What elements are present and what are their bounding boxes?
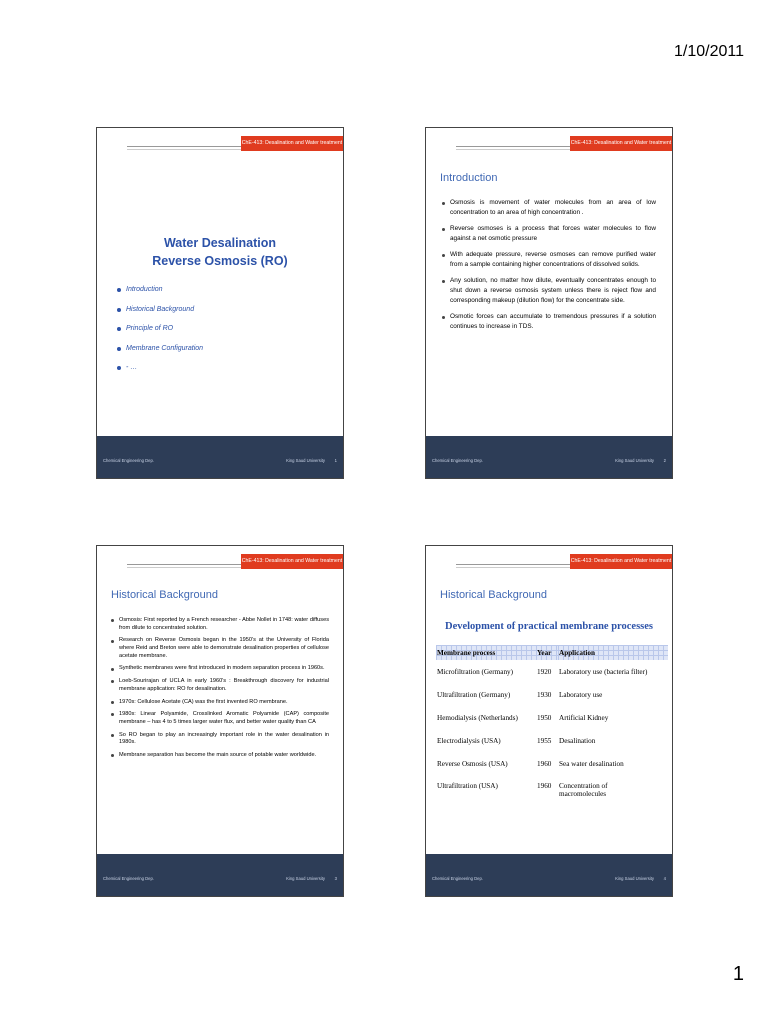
bullet-icon [442,280,445,283]
bullet-icon [111,680,114,683]
bullet-icon [117,366,121,370]
table-row [436,775,668,805]
membrane-process-table [436,645,668,805]
outline-item [117,286,203,306]
list-item-text: So RO began to play an increasingly important role in the water desalination in 1980s. [119,731,329,746]
cell-year: 1950 [537,713,552,722]
footer-univ: King Saud University [286,458,325,463]
slide-footer [426,436,672,478]
title-line-1: Water Desalination [163,236,277,250]
course-label: ChE-413: Desalination and Water treatment [570,136,672,151]
slide-title: Introduction [440,172,498,184]
outline-item-text: Historical Background [126,305,195,313]
footer-dept: Chemical Engineering Dep. [103,458,154,463]
list-item [111,678,329,693]
list-item-text: 1980s: Linear Polyamide, Crosslinked Aromatic Polyamide (CAP) composite membrane – has 4 to 5 times larger water flux, and better water quality than CA [119,711,329,725]
list-item-text: Osmosis is movement of water molecules from an area of low concentration to an area of high concentration . [450,199,656,216]
list-item [111,617,329,632]
table-row [436,683,668,706]
bullet-icon [442,316,445,319]
list-item [111,732,329,747]
column-header: Year [536,645,558,660]
bullet-icon [117,308,121,312]
bullet-icon [111,640,114,643]
cell-process: Hemodialysis (Netherlands) [437,713,518,722]
footer-univ: King Saud University [286,876,325,881]
list-item [442,312,656,332]
page-number: 1 [732,963,744,985]
slide-2 [425,127,673,479]
bullet-icon [111,754,114,757]
slide-number: 3 [334,876,337,881]
list-item [442,250,656,270]
slide-title: Historical Background [440,589,547,601]
outline-item [117,306,203,326]
outline-item-text: Introduction [126,286,163,293]
bullet-icon [442,202,445,205]
cell-process: Reverse Osmosis (USA) [437,759,508,768]
table-heading: Development of practical membrane processes [444,621,653,632]
cell-process: Microfiltration (Germany) [437,667,514,676]
cell-application-line-1: Concentration of [559,782,608,790]
list-item-text: Osmosis: First reported by a French researcher - Abbe Nollet in 1748: water diffuses from dilute to concentrated solution. [119,617,329,631]
cell-year: 1960 [537,782,552,790]
list-item [442,224,656,244]
list-item-text: With adequate pressure, reverse osmoses can remove purified water from a sample containing higher concentrations of dissolved solids. [450,251,656,268]
table-row [436,706,668,729]
cell-application: Laboratory use [559,690,603,699]
slide-number: 1 [334,458,337,463]
slide-number: 2 [663,458,666,463]
outline-list [117,286,203,384]
slide-title: Historical Background [111,589,218,601]
bullet-icon [442,254,445,257]
bullet-list [442,198,656,338]
list-item [111,665,329,673]
list-item-text: 1970s: Cellulose Acetate (CA) was the first invented RO membrane. [119,698,288,705]
print-date: 1/10/2011 [674,43,744,60]
footer-univ: King Saud University [615,876,654,881]
cell-application [558,775,668,805]
slide-footer [97,436,343,478]
bullet-icon [111,713,114,716]
outline-item-text: - … [126,364,138,371]
list-item-text: Synthetic membranes were first introduced in modern separation process in 1960s. [119,665,325,672]
bullet-icon [111,701,114,704]
cell-application: Sea water desalination [559,759,624,768]
course-label: ChE-413: Desalination and Water treatment [241,136,343,151]
table-row [436,660,668,683]
cell-process: Ultrafiltration (Germany) [437,690,511,699]
list-item-text: Any solution, no matter how dilute, eventually concentrates enough to shut down a reverse osmosis system unless there is reject flow and corresponding makeup (dilution flow) for the concentrate side. [450,277,656,304]
footer-dept: Chemical Engineering Dep. [432,876,483,881]
outline-item [117,364,203,384]
table-header-row [436,645,668,660]
cell-process: Electrodialysis (USA) [437,736,501,745]
cell-year: 1920 [537,667,552,676]
outline-item [117,345,203,365]
title-line-2: Reverse Osmosis (RO) [152,254,288,268]
table-row [436,729,668,752]
list-item-text: Research on Reverse Osmosis began in the 1950's at the University of Florida where Reid and Breton were able to demonstrate desalination properties of cellulose acetate membrane. [119,637,329,659]
footer-dept: Chemical Engineering Dep. [432,458,483,463]
list-item [442,276,656,306]
bullet-icon [117,347,121,351]
slide-3 [96,545,344,897]
slide-footer [97,854,343,896]
slide-4 [425,545,673,897]
cell-application: Laboratory use (bacteria filter) [559,667,648,676]
bullet-icon [111,734,114,737]
list-item [111,637,329,660]
list-item [111,699,329,707]
column-header: Membrane process [436,645,536,660]
cell-application-line-2: macromolecules [559,790,607,798]
table-row [436,752,668,775]
list-item [111,752,329,760]
footer-univ: King Saud University [615,458,654,463]
list-item [111,711,329,726]
slide-number: 4 [663,876,666,881]
course-label: ChE-413: Desalination and Water treatment [241,554,343,569]
bullet-icon [111,619,114,622]
cell-year: 1930 [537,690,552,699]
slide-title [97,234,343,270]
bullet-icon [117,288,121,292]
outline-item [117,325,203,345]
outline-item-text: Principle of RO [126,325,174,332]
cell-application: Desalination [559,736,596,745]
list-item [442,198,656,218]
cell-application: Artificial Kidney [559,713,609,722]
bullet-icon [111,668,114,671]
bullet-icon [117,327,121,331]
course-label: ChE-413: Desalination and Water treatment [570,554,672,569]
cell-year: 1960 [537,759,552,768]
list-item-text: Osmotic forces can accumulate to tremendous pressures if a solution continues to increase in TDS. [450,313,656,330]
list-item-text: Membrane separation has become the main source of potable water worldwide. [119,752,317,759]
slide-1 [96,127,344,479]
column-header: Application [558,645,668,660]
list-item-text: Reverse osmoses is a process that forces water molecules to flow against a net osmotic pressure [450,225,656,242]
cell-year: 1955 [537,736,552,745]
bullet-icon [442,228,445,231]
slide-footer [426,854,672,896]
cell-process: Ultrafiltration (USA) [437,782,498,790]
outline-item-text: Membrane Configuration [126,344,204,352]
bullet-list [111,617,329,765]
footer-dept: Chemical Engineering Dep. [103,876,154,881]
list-item-text: Loeb-Sourirajan of UCLA in early 1960's : Breakthrough discovery for industrial membrane application: RO for desalination. [119,678,329,692]
